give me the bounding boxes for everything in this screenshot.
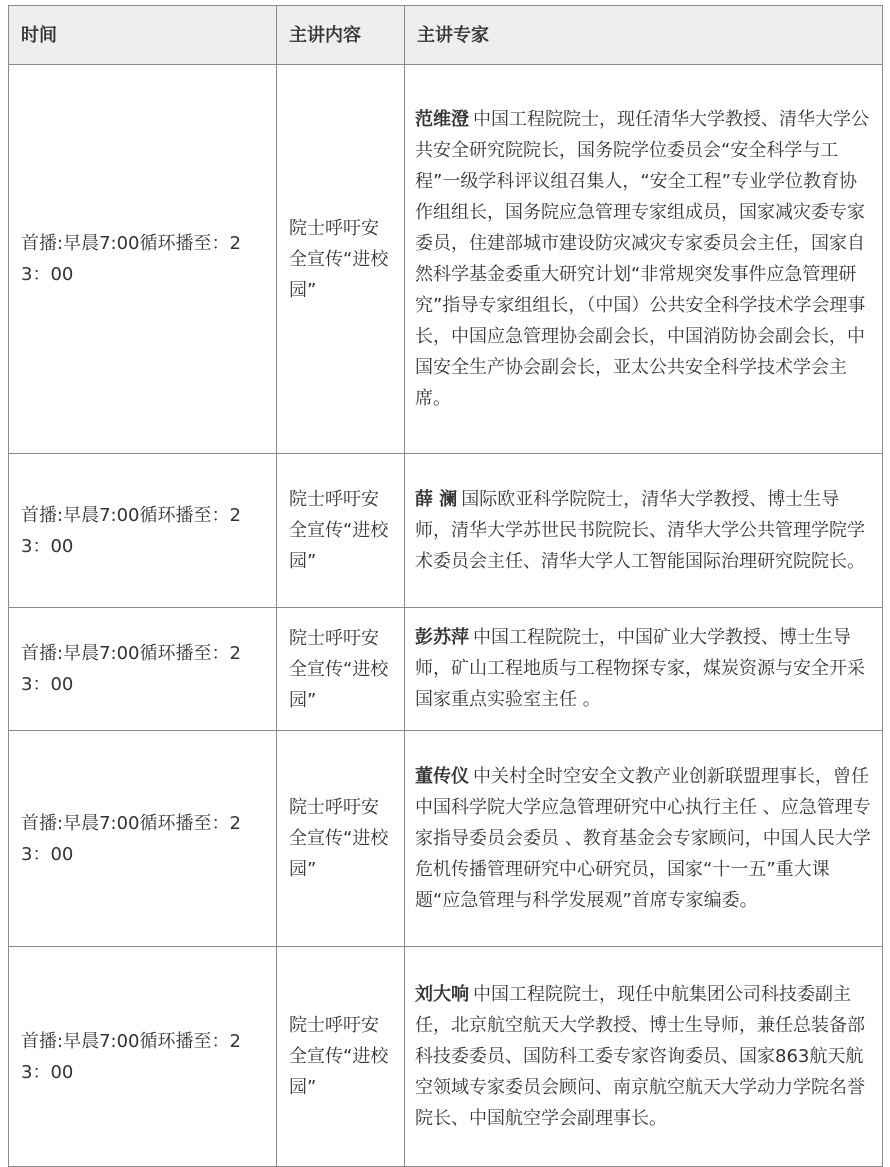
topic-cell: 院士呼吁安全宣传“进校园” [277,454,405,608]
table-row [9,947,883,1167]
header-topic: 主讲内容 [277,6,405,65]
table-row [9,454,883,608]
topic-cell: 院士呼吁安全宣传“进校园” [277,608,405,731]
topic-cell: 院士呼吁安全宣传“进校园” [277,65,405,454]
expert-cell [405,947,883,1167]
expert-cell [405,65,883,454]
schedule-table [8,5,883,1167]
expert-name: 薛 澜 [415,488,458,510]
expert-description: 中国工程院院士，中国矿业大学教授、博士生导师，矿山工程地质与工程物探专家，煤炭资源与安全开采国家重点实验室主任 。 [415,627,865,710]
time-cell: 首播:早晨7:00循环播至：23：00 [9,65,277,454]
table-row [9,608,883,731]
expert-name: 刘大响 [415,983,469,1005]
table-body [9,65,883,1167]
expert-cell [405,731,883,947]
table-header [9,6,883,65]
schedule-table-container [8,5,882,1167]
expert-name: 彭苏萍 [415,627,469,648]
topic-cell: 院士呼吁安全宣传“进校园” [277,731,405,947]
expert-cell [405,454,883,608]
topic-cell: 院士呼吁安全宣传“进校园” [277,947,405,1167]
time-cell: 首播:早晨7:00循环播至：23：00 [9,947,277,1167]
table-row [9,65,883,454]
time-cell: 首播:早晨7:00循环播至：23：00 [9,608,277,731]
expert-description: 国际欧亚科学院院士，清华大学教授、博士生导师，清华大学苏世民书院院长、清华大学公共管理学院学术委员会主任、清华大学人工智能国际治理研究院院长。 [415,488,865,572]
time-cell: 首播:早晨7:00循环播至：23：00 [9,731,277,947]
time-cell: 首播:早晨7:00循环播至：23：00 [9,454,277,608]
expert-cell [405,608,883,731]
expert-name: 范维澄 [415,108,469,130]
header-time: 时间 [9,6,277,65]
expert-description: 中国工程院院士，现任中航集团公司科技委副主任，北京航空航天大学教授、博士生导师，兼任总装备部科技委委员、国防科工委专家咨询委员、国家863航天航空领域专家委员会顾问、南京航空航天大学动力学院名誉院长、中国航空学会副理事长。 [415,983,865,1129]
header-expert: 主讲专家 [405,6,883,65]
expert-description: 中国工程院院士，现任清华大学教授、清华大学公共安全研究院院长，国务院学位委员会“安全科学与工程”一级学科评议组召集人，“安全工程”专业学位教育协作组组长，国务院应急管理专家组成员，国家减灾委专家委员，住建部城市建设防灾减灾专家委员会主任，国家自然科学基金委重大研究计划“非常规突发事件应急管理研究”指导专家组组长，（中国）公共安全科学技术学会理事长，中国应急管理协会副会长，中国消防协会副会长，中国安全生产协会副会长，亚太公共安全科学技术学会主席。 [415,108,869,409]
table-row [9,731,883,947]
expert-name: 董传仪 [415,765,469,787]
expert-description: 中关村全时空安全文教产业创新联盟理事长，曾任中国科学院大学应急管理研究中心执行主任 、应急管理专家指导委员会委员 、教育基金会专家顾问，中国人民大学危机传播管理研究中心研究员，国家“十一五”重大课题“应急管理与科学发展观”首席专家编委。 [415,765,871,911]
header-row [9,6,883,65]
